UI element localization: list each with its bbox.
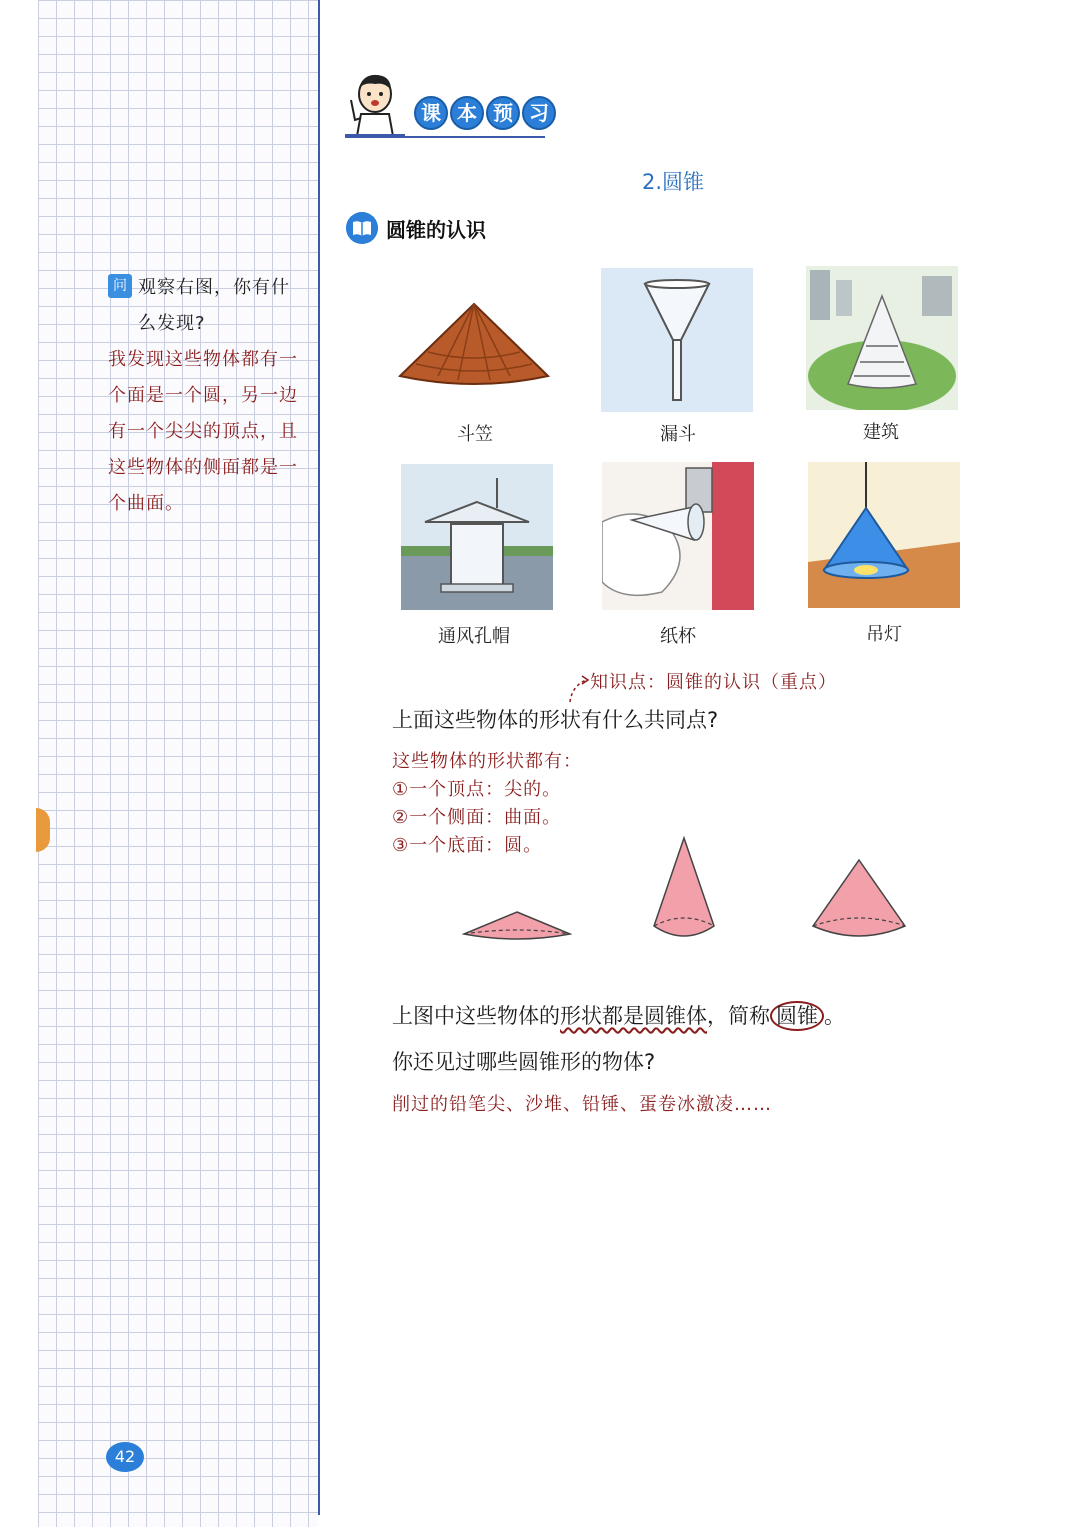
- answer-item: ②一个侧面：曲面。: [392, 807, 562, 828]
- caption-vent-cap: 通风孔帽: [438, 626, 510, 647]
- funnel-icon: [601, 268, 753, 412]
- definition-underlined: 形状都是圆锥体: [560, 1004, 707, 1028]
- badge-char: 习: [522, 96, 556, 130]
- dashed-arrow-icon: [566, 670, 592, 706]
- badge-char: 本: [450, 96, 484, 130]
- cone-definition: [392, 1000, 845, 1031]
- header-badge: [414, 96, 556, 130]
- cone-building-icon: [806, 266, 958, 410]
- caption-building: 建筑: [863, 422, 899, 443]
- section-heading: [346, 212, 486, 244]
- lesson-title: 2.圆锥: [642, 170, 705, 194]
- pendant-lamp-icon: [808, 462, 960, 608]
- medium-cone-icon: [810, 856, 908, 944]
- header-underline: [345, 136, 545, 138]
- question-common-features: 上面这些物体的形状有什么共同点?: [392, 708, 719, 732]
- answer-intro: 这些物体的形状都有：: [392, 751, 582, 772]
- flat-cone-icon: [462, 908, 572, 942]
- definition-prefix: 上图中这些物体的: [392, 1004, 560, 1028]
- page-number: 42: [106, 1442, 144, 1472]
- grid-margin: [38, 0, 318, 1527]
- question-other-cones: 你还见过哪些圆锥形的物体?: [392, 1050, 656, 1074]
- badge-char: 预: [486, 96, 520, 130]
- side-note: [108, 270, 308, 522]
- answer-item: ③一个底面：圆。: [392, 835, 543, 856]
- badge-char: 课: [414, 96, 448, 130]
- answer-other-cones: 削过的铅笔尖、沙堆、铅锤、蛋卷冰激凌……: [392, 1094, 772, 1115]
- tall-cone-icon: [650, 834, 718, 944]
- caption-paper-cup: 纸杯: [660, 626, 696, 647]
- question-badge-icon: 问: [108, 274, 132, 298]
- bamboo-hat-icon: [398, 296, 550, 392]
- paper-cup-icon: [602, 462, 754, 610]
- book-icon: [346, 212, 378, 244]
- vent-cap-icon: [401, 464, 553, 610]
- answer-features: [392, 748, 582, 860]
- side-question: 观察右图，你有什么发现?: [138, 277, 290, 334]
- section-title: 圆锥的认识: [386, 217, 486, 242]
- side-answer: 我发现这些物体都有一个面是一个圆，另一边有一个尖尖的顶点，且这些物体的侧面都是一个曲面。: [108, 349, 298, 514]
- definition-suffix: 。: [824, 1004, 845, 1028]
- margin-rule: [318, 0, 320, 1515]
- definition-middle: ，简称: [707, 1004, 770, 1028]
- answer-item: ①一个顶点：尖的。: [392, 779, 562, 800]
- caption-funnel: 漏斗: [660, 424, 696, 445]
- caption-bamboo-hat: 斗笠: [457, 424, 493, 445]
- caption-lamp: 吊灯: [866, 624, 902, 645]
- circled-term: 圆锥: [770, 1001, 824, 1031]
- boy-mascot-icon: [345, 70, 407, 140]
- knowledge-annotation: 知识点：圆锥的认识（重点）: [590, 672, 837, 693]
